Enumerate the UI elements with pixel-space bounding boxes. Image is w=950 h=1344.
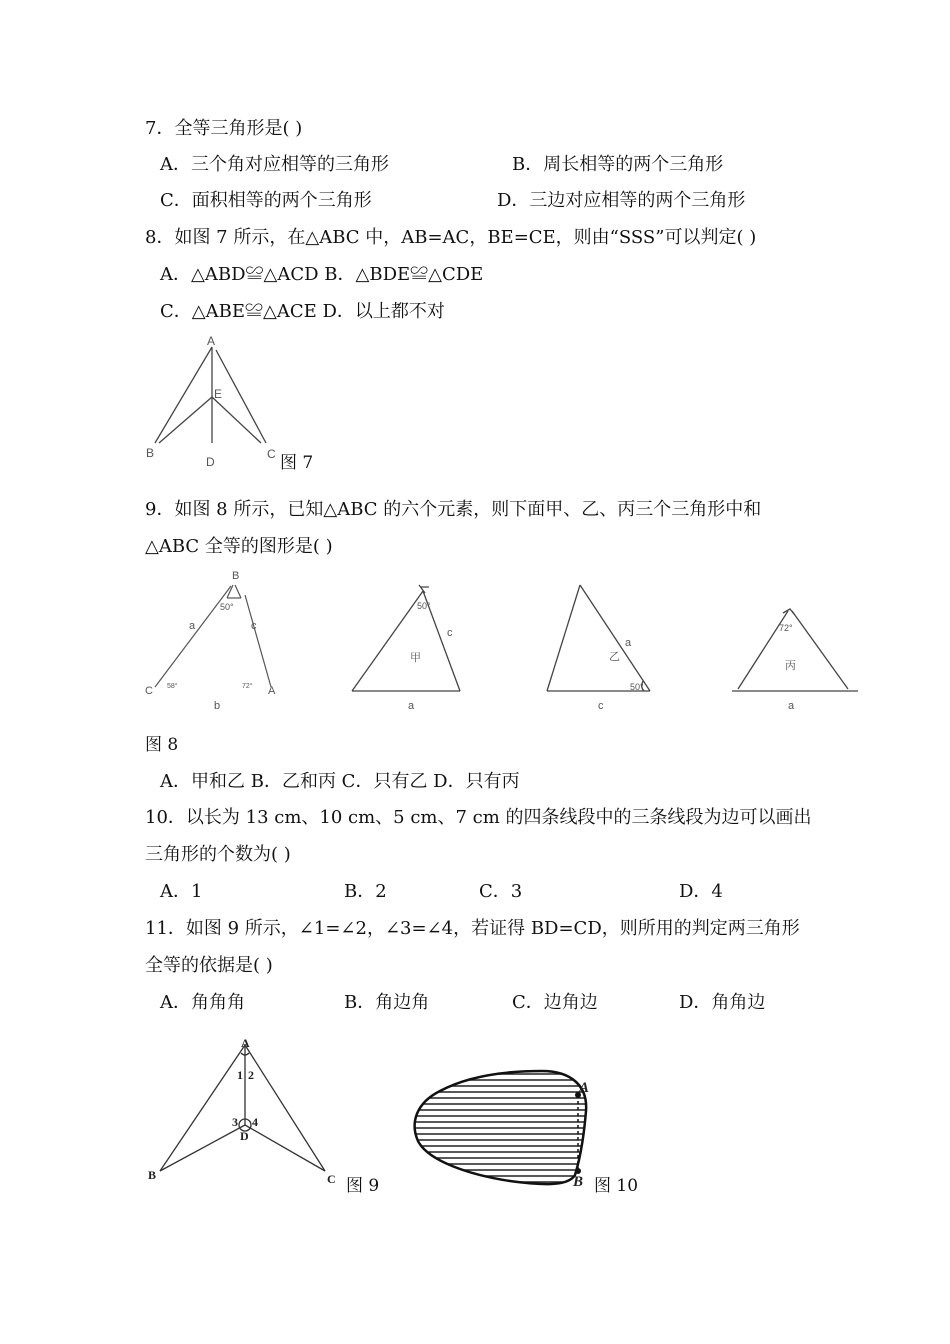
- figure-9: [145, 1035, 345, 1185]
- jia-label-a: a: [408, 700, 415, 712]
- fig8-label-A: A: [268, 685, 276, 697]
- fig9-label-b: B: [148, 1168, 157, 1182]
- fig8-label-a: a: [189, 620, 196, 632]
- fig7-label-d: D: [206, 455, 215, 469]
- fig8-label-b-side: b: [214, 700, 221, 712]
- q11-stem-line2: 全等的依据是( ): [145, 955, 273, 976]
- yi-label-c: c: [598, 700, 604, 712]
- q7-stem: 7．全等三角形是( ): [145, 118, 303, 139]
- figure-8-yi: [540, 577, 670, 717]
- figure-10: [410, 1063, 600, 1193]
- fig8-caption: 图 8: [145, 735, 179, 755]
- q10-option-d: D．4: [679, 881, 723, 902]
- q8-options-ab: A．△ABD≌△ACD B．△BDE≌△CDE: [160, 264, 484, 285]
- q10-stem-line2: 三角形的个数为( ): [145, 844, 291, 865]
- q9-stem-line1: 9．如图 8 所示，已知△ABC 的六个元素，则下面甲、乙、丙三个三角形中和: [145, 499, 762, 520]
- q9-stem-line2: △ABC 全等的图形是( ): [145, 536, 333, 557]
- figure-7: [145, 334, 285, 469]
- fig10-caption: 图 10: [594, 1176, 639, 1196]
- fig8-label-b: B: [232, 570, 240, 582]
- fig9-label-a: A: [241, 1036, 250, 1050]
- fig9-caption: 图 9: [346, 1176, 380, 1196]
- fig7-label-a: A: [207, 334, 216, 348]
- q7-option-b: B．周长相等的两个三角形: [512, 154, 724, 175]
- fig9-label-d: D: [240, 1129, 249, 1143]
- fig7-label-c: C: [267, 447, 276, 461]
- q10-stem-line1: 10．以长为 13 cm、10 cm、5 cm、7 cm 的四条线段中的三条线段为边可以画出: [145, 807, 812, 828]
- q10-option-b: B．2: [344, 881, 387, 902]
- q8-stem: 8．如图 7 所示，在△ABC 中，AB=AC，BE=CE，则由“SSS”可以判定( ): [145, 227, 757, 248]
- fig9-label-2: 2: [248, 1068, 254, 1082]
- q11-option-d: D．角角边: [679, 992, 766, 1013]
- fig9-label-3: 3: [232, 1115, 238, 1129]
- q11-option-c: C．边角边: [512, 992, 598, 1013]
- q11-option-b: B．角边角: [344, 992, 430, 1013]
- figure-8-bing: [728, 603, 868, 713]
- bing-angle-72: 72°: [779, 623, 793, 633]
- fig8-label-C: C: [145, 685, 153, 697]
- fig7-caption: 图 7: [280, 453, 314, 473]
- fig9-label-c: C: [327, 1172, 336, 1186]
- fig10-label-b: B: [573, 1174, 584, 1190]
- figure-8-jia: [345, 577, 475, 717]
- yi-angle-50: 50°: [630, 682, 644, 692]
- jia-angle-50: 50°: [417, 601, 431, 611]
- jia-label-c: c: [447, 627, 453, 639]
- q10-option-c: C．3: [479, 881, 523, 902]
- q9-options: A．甲和乙 B．乙和丙 C．只有乙 D．只有丙: [160, 771, 520, 792]
- jia-label: 甲: [410, 652, 421, 664]
- yi-label: 乙: [609, 651, 620, 663]
- q7-option-d: D．三边对应相等的两个三角形: [497, 190, 746, 211]
- q11-stem-line1: 11．如图 9 所示，∠1=∠2，∠3=∠4，若证得 BD=CD，则所用的判定两三角形: [145, 918, 800, 939]
- bing-label: 丙: [785, 660, 796, 672]
- fig7-label-e: E: [214, 387, 223, 401]
- fig8-angle-72: 72°: [242, 683, 253, 690]
- q10-option-a: A．1: [160, 881, 203, 902]
- q7-option-c: C．面积相等的两个三角形: [160, 190, 372, 211]
- fig10-label-a: A: [579, 1080, 590, 1096]
- fig9-label-1: 1: [237, 1068, 243, 1082]
- q11-option-a: A．角角角: [160, 992, 245, 1013]
- fig8-angle-58: 58°: [167, 683, 178, 690]
- bing-label-a: a: [788, 700, 795, 712]
- q8-options-cd: C．△ABE≌△ACE D．以上都不对: [160, 301, 445, 322]
- fig8-label-c: c: [251, 620, 257, 632]
- fig7-label-b: B: [146, 446, 155, 460]
- fig8-angle-50: 50°: [220, 602, 234, 612]
- q7-option-a: A．三个角对应相等的三角形: [160, 154, 389, 175]
- yi-label-a: a: [625, 637, 632, 649]
- figure-8-abc: [143, 565, 283, 715]
- fig9-label-4: 4: [252, 1115, 258, 1129]
